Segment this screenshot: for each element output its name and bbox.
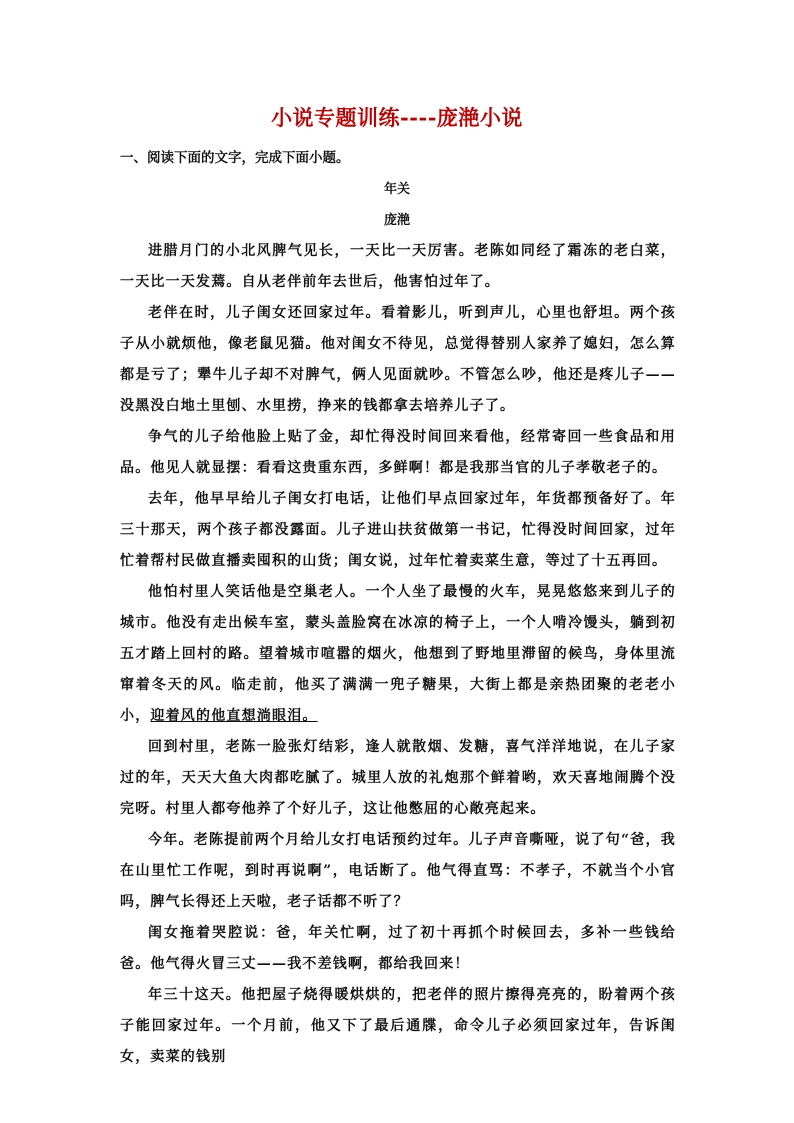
paragraph-3: 争气的儿子给他脸上贴了金，却忙得没时间回来看他，经常寄回一些食品和用品。他见人就显摆：看看这贵重东西，多鲜啊！都是我那当官的儿子孝敬老子的。 xyxy=(120,429,676,476)
story-author: 庞滟 xyxy=(383,213,410,228)
paragraph-5-text: 他怕村里人笑话他是空巢老人。一个人坐了最慢的火车，晃晃悠悠来到儿子的城市。他没有走出候车室，蒙头盖脸窝在冰凉的椅子上，一个人啃冷馒头，躺到初五才踏上回村的路。望着城市喧嚣的烟火，他想到了野地里滞留的候鸟，身体里流窜着冬天的风。临走前，他买了满满一兜子糖果，大街上都是亲热团聚的老老小小， xyxy=(120,584,676,724)
underlined-sentence: 迎着风的他直想淌眼泪。 xyxy=(150,708,318,724)
section-heading: 一、阅读下面的文字，完成下面小题。 xyxy=(120,150,350,166)
paragraph-5 xyxy=(120,577,676,732)
paragraph-1: 进腊月门的小北风脾气见长，一天比一天厉害。老陈如同经了霜冻的老白菜，一天比一天发蔫。自从老伴前年去世后，他害怕过年了。 xyxy=(120,243,676,290)
story-body xyxy=(120,236,676,1073)
paragraph-8: 闺女拖着哭腔说：爸，年关忙啊，过了初十再抓个时候回去，多补一些钱给爸。他气得火冒三丈——我不差钱啊，都给我回来！ xyxy=(120,925,676,972)
paragraph-6: 回到村里，老陈一脸张灯结彩，逢人就散烟、发糖，喜气洋洋地说，在儿子家过的年，天天大鱼大肉都吃腻了。城里人放的礼炮那个鲜着哟，欢天喜地闹腾个没完呀。村里人都夸他养了个好儿子，这让他憋屈的心敞亮起来。 xyxy=(120,739,676,817)
paragraph-4: 去年，他早早给儿子闺女打电话，让他们早点回家过年，年货都预备好了。年三十那天，两个孩子都没露面。儿子进山扶贫做第一书记，忙得没时间回家，过年忙着帮村民做直播卖囤积的山货；闺女说，过年忙着卖菜生意，等过了十五再回。 xyxy=(120,491,676,569)
paragraph-9: 年三十这天。他把屋子烧得暖烘烘的，把老伴的照片擦得亮亮的，盼着两个孩子能回家过年。一个月前，他又下了最后通牒，命令儿子必须回家过年，告诉闺女，卖菜的钱别 xyxy=(120,987,676,1065)
paragraph-2: 老伴在时，儿子闺女还回家过年。看着影儿，听到声儿，心里也舒坦。两个孩子从小就烦他，像老鼠见猫。他对闺女不待见，总觉得替别人家养了媳妇，怎么算都是亏了；犟牛儿子却不对脾气，俩人见面就吵。不管怎么吵，他还是疼儿子——没黑没白地土里刨、水里捞，挣来的钱都拿去培养儿子了。 xyxy=(120,305,676,414)
document-title: 小说专题训练----庞滟小说 xyxy=(271,105,523,130)
story-title: 年关 xyxy=(383,182,410,197)
paragraph-7: 今年。老陈提前两个月给儿女打电话预约过年。儿子声音嘶哑，说了句“爸，我在山里忙工作呢，到时再说啊”，电话断了。他气得直骂：不孝子，不就当个小官吗，脾气长得还上天啦，老子话都不听了？ xyxy=(120,832,676,910)
